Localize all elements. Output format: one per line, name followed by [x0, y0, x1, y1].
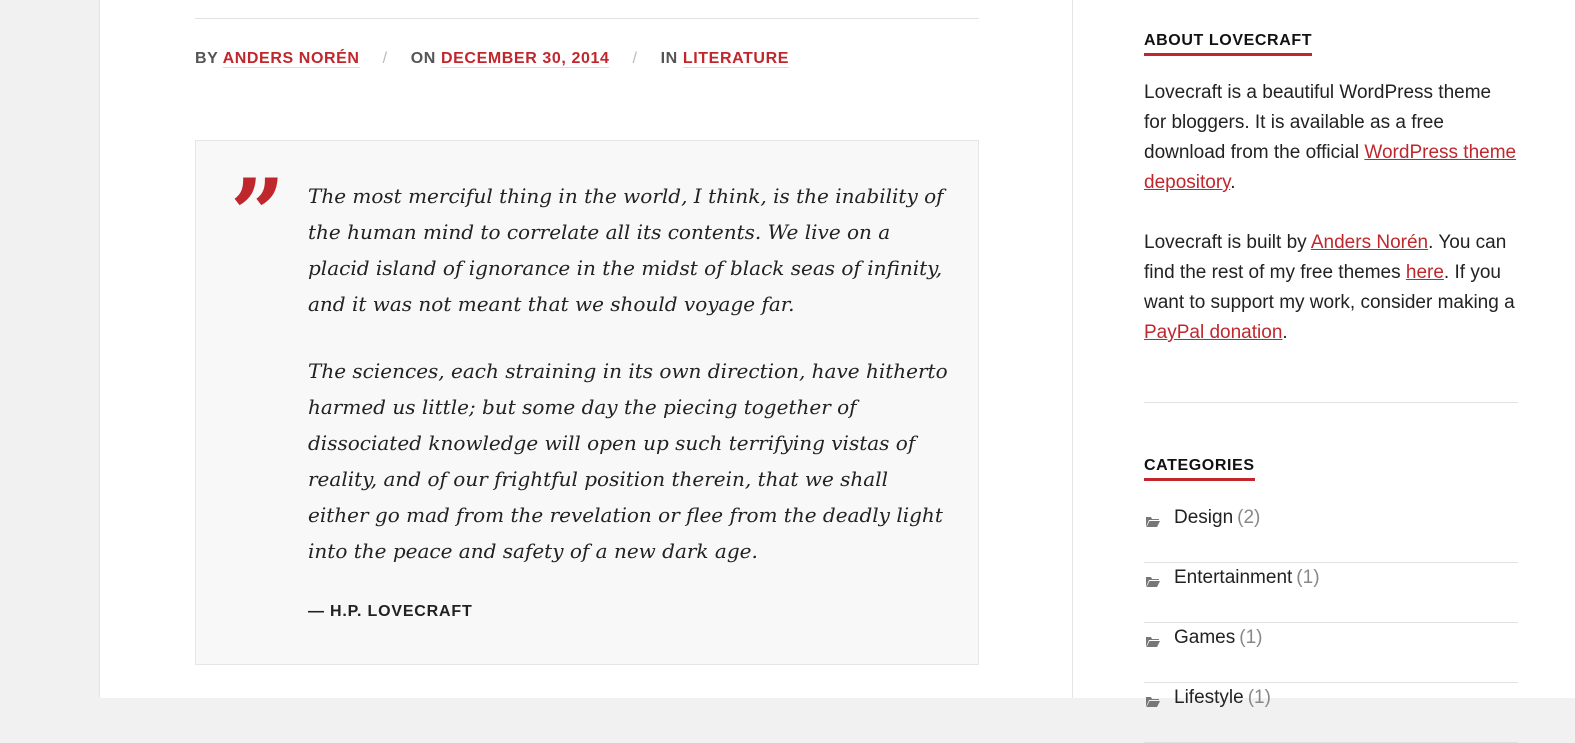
- category-name: Games: [1174, 627, 1236, 648]
- date-link[interactable]: DECEMBER 30, 2014: [440, 50, 610, 67]
- folder-icon: [1146, 637, 1160, 647]
- wordpress-depository-link[interactable]: WordPress theme depository: [1144, 142, 1517, 193]
- category-count: (1): [1296, 567, 1320, 588]
- category-count: (2): [1237, 507, 1261, 528]
- author-profile-link[interactable]: Anders Norén: [1310, 232, 1429, 253]
- meta-separator: /: [632, 50, 638, 67]
- category-link-design[interactable]: [1174, 507, 1260, 529]
- category-link-lifestyle[interactable]: [1174, 687, 1271, 709]
- category-count: (1): [1247, 687, 1271, 708]
- category-name: Design: [1174, 507, 1234, 528]
- quote-paragraph: The sciences, each straining in its own direction, have hitherto harmed us little; but some day the piecing together of dissociated knowledge will open up such terrifying vistas of reality, and of our frightful position therein, that we shall either go mad from the revelation or flee from the deadly light into the peace and safety of a new dark age.: [308, 359, 948, 563]
- divider: [195, 18, 979, 19]
- category-link-entertainment[interactable]: [1174, 567, 1320, 589]
- meta-by-label: BY: [195, 50, 219, 67]
- widget-title-categories: CATEGORIES: [1144, 457, 1255, 481]
- quote-citation: — H.P. LOVECRAFT: [308, 603, 473, 620]
- about-text: .: [1230, 172, 1236, 193]
- paypal-donation-link[interactable]: PayPal donation: [1144, 322, 1283, 343]
- category-item: [1144, 563, 1518, 623]
- meta-in-label: IN: [660, 50, 678, 67]
- themes-link[interactable]: here: [1405, 262, 1444, 283]
- folder-icon: [1146, 577, 1160, 587]
- about-text: . If you want to support my work, consider making a: [1144, 262, 1515, 313]
- category-list: [1144, 503, 1518, 743]
- author-link[interactable]: ANDERS NORÉN: [222, 50, 360, 67]
- post-meta: [195, 50, 789, 68]
- widget-divider: [1144, 402, 1518, 403]
- about-paragraph-1: [1144, 78, 1518, 198]
- blockquote: [195, 140, 979, 665]
- about-text: .: [1282, 322, 1288, 343]
- category-link[interactable]: LITERATURE: [682, 50, 790, 67]
- categories-widget: [1144, 457, 1518, 743]
- category-name: Lifestyle: [1174, 687, 1244, 708]
- about-text: Lovecraft is a beautiful WordPress theme for bloggers. It is available as a free download from the official: [1144, 82, 1492, 163]
- meta-separator: /: [382, 50, 388, 67]
- sidebar-divider: [1072, 0, 1073, 698]
- widget-title-about: ABOUT LOVECRAFT: [1144, 32, 1312, 56]
- quote-icon: ”: [230, 158, 286, 271]
- quote-text: [308, 178, 948, 600]
- quote-paragraph: The most merciful thing in the world, I think, is the inability of the human mind to correlate all its contents. We live on a placid island of ignorance in the midst of black seas of infinity, and it was not meant that we should voyage far.: [308, 184, 944, 316]
- meta-on-label: ON: [410, 50, 436, 67]
- category-link-games[interactable]: [1174, 627, 1262, 649]
- category-name: Entertainment: [1174, 567, 1293, 588]
- about-text: Lovecraft is built by: [1144, 232, 1311, 253]
- folder-icon: [1146, 517, 1160, 527]
- about-paragraph-2: [1144, 228, 1518, 348]
- folder-icon: [1146, 697, 1160, 707]
- category-item: [1144, 503, 1518, 563]
- post-content: [195, 0, 979, 698]
- page: [99, 0, 1575, 708]
- about-text: . You can find the rest of my free themes: [1144, 232, 1507, 283]
- about-widget: [1144, 32, 1518, 348]
- category-count: (1): [1239, 627, 1263, 648]
- category-item: [1144, 683, 1518, 743]
- category-item: [1144, 623, 1518, 683]
